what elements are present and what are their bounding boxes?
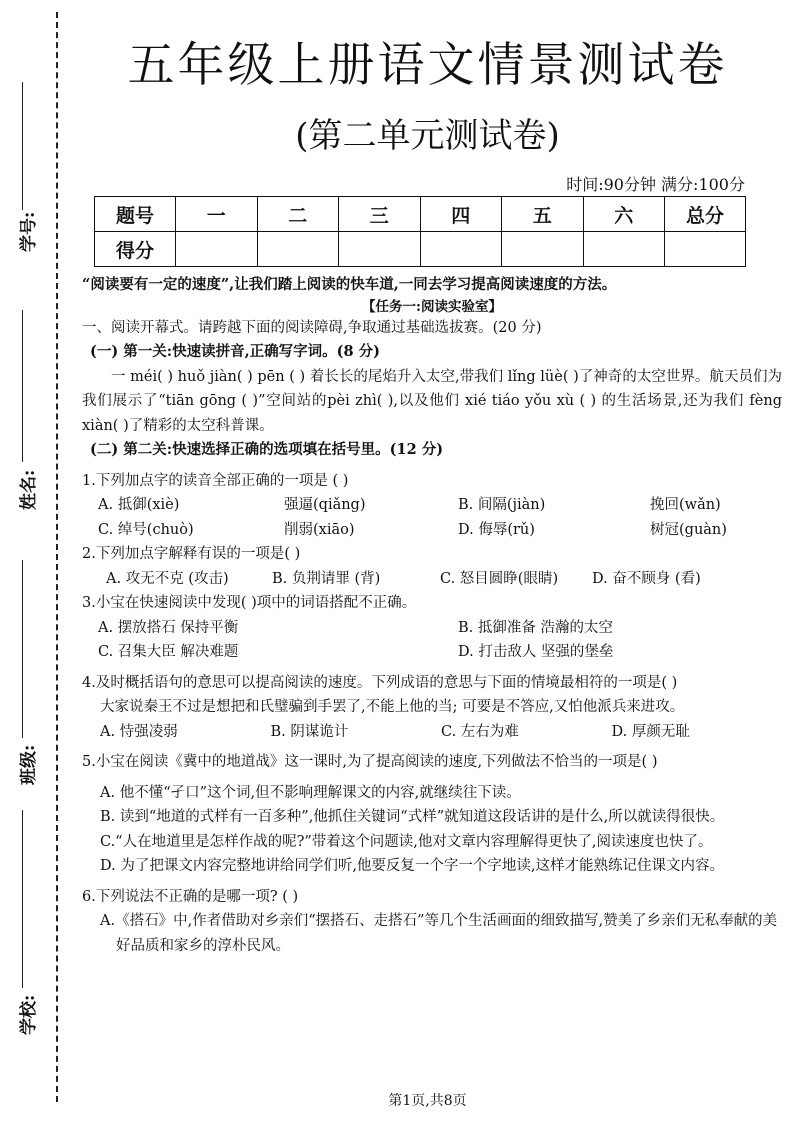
option[interactable]: D. 打击敌人 坚强的堡垒 bbox=[458, 644, 614, 660]
question-4-stem: 4.及时概括语句的意思可以提高阅读的速度。下列成语的意思与下面的情境最相符的一项是( ) bbox=[82, 674, 678, 691]
option[interactable]: B. 阴谋诡计 bbox=[270, 723, 349, 740]
intro-text: “阅读要有一定的速度”,让我们踏上阅读的快车道,一同去学习提高阅读速度的方法。 bbox=[82, 276, 617, 293]
option[interactable]: 挽回(wǎn) bbox=[650, 497, 721, 513]
score-header-cell: 总分 bbox=[665, 197, 746, 232]
page-subtitle: (第二单元测试卷) bbox=[295, 116, 560, 156]
score-cell[interactable] bbox=[502, 232, 584, 267]
question-1 bbox=[82, 469, 782, 543]
option[interactable]: A. 恃强凌弱 bbox=[100, 723, 178, 740]
score-header-cell: 五 bbox=[502, 197, 584, 232]
question-2-stem: 2.下列加点字解释有误的一项是( ) bbox=[82, 546, 301, 562]
question-3-stem: 3.小宝在快速阅读中发现( )项中的词语搭配不正确。 bbox=[82, 595, 417, 611]
question-2-options bbox=[82, 567, 782, 592]
option[interactable]: C. 召集大臣 解决难题 bbox=[98, 644, 239, 660]
question-1-options-row2 bbox=[82, 518, 782, 543]
school-line[interactable] bbox=[22, 810, 23, 988]
page-title: 五年级上册语文情景测试卷 bbox=[127, 38, 728, 93]
score-row-label: 得分 bbox=[95, 232, 176, 267]
exam-content bbox=[82, 273, 782, 958]
option[interactable]: D. 奋不顾身 (看) bbox=[592, 570, 701, 587]
option[interactable]: B. 负荆请罪 (背) bbox=[272, 570, 381, 587]
question-3 bbox=[82, 591, 782, 665]
student-id-line[interactable] bbox=[22, 82, 23, 210]
question-4-options bbox=[82, 720, 782, 745]
score-cell[interactable] bbox=[583, 232, 665, 267]
option[interactable]: D. 为了把课文内容完整地讲给同学们听,他要反复一个字一个字地读,这样才能熟练记住课文内容。 bbox=[100, 858, 725, 874]
option[interactable]: D. 厚颜无耻 bbox=[611, 723, 690, 740]
option[interactable]: 强逼(qiǎng) bbox=[284, 497, 366, 513]
binding-gutter bbox=[0, 0, 62, 1122]
class-label: 班级: bbox=[19, 744, 39, 785]
score-header-cell: 三 bbox=[339, 197, 421, 232]
part1-pinyin-passage: 一 méi( ) huǒ jiàn( ) pēn ( ) 着长长的尾焰升入太空,带我们 lǐng lüè( )了神奇的太空世界。航天员们为我们展示了“tiān gōng ( )”空间站的pèi zhì( ),以及他们 xié tiáo yǒu xù ( ) 的生活场景,还为我们 fèng xiàn( )了精彩的太空科普课。 bbox=[82, 368, 782, 434]
page-footer: 第1页,共8页 bbox=[388, 1093, 467, 1109]
option[interactable]: A. 抵御(xiè) bbox=[98, 497, 180, 513]
name-line[interactable] bbox=[22, 310, 23, 462]
option[interactable]: D. 侮辱(rǔ) bbox=[458, 521, 535, 538]
score-table bbox=[94, 196, 746, 267]
question-4-context: 大家说秦王不过是想把和氏璧骗到手罢了,不能上他的当; 可要是不答应,又怕他派兵来进攻。 bbox=[100, 699, 685, 715]
option[interactable]: 削弱(xiāo) bbox=[284, 521, 355, 538]
question-4 bbox=[82, 671, 782, 745]
option[interactable]: C. 绰号(chuò) bbox=[98, 521, 194, 538]
option[interactable]: C. 怒目圆睁(眼睛) bbox=[440, 570, 559, 587]
option[interactable]: C. 左右为难 bbox=[441, 723, 519, 740]
question-6 bbox=[82, 885, 782, 959]
option[interactable]: B. 间隔(jiàn) bbox=[458, 497, 546, 513]
option[interactable]: A. 摆放搭石 保持平衡 bbox=[98, 619, 239, 636]
question-1-options-row1 bbox=[82, 493, 782, 518]
question-1-stem: 1.下列加点字的读音全部正确的一项是 ( ) bbox=[82, 472, 349, 489]
score-header-cell: 二 bbox=[257, 197, 339, 232]
score-header-cell: 四 bbox=[420, 197, 502, 232]
score-cell[interactable] bbox=[665, 232, 746, 267]
time-info: 时间:90分钟 满分:100分 bbox=[566, 175, 745, 194]
question-3-options-row1 bbox=[82, 616, 782, 641]
score-cell[interactable] bbox=[420, 232, 502, 267]
question-5 bbox=[82, 750, 782, 879]
part2-heading: (二) 第二关:快速选择正确的选项填在括号里。(12 分) bbox=[90, 441, 444, 458]
part1-heading: (一) 第一关:快速读拼音,正确写字词。(8 分) bbox=[90, 343, 381, 360]
score-header-cell: 题号 bbox=[95, 197, 176, 232]
school-label: 学校: bbox=[19, 994, 39, 1035]
option[interactable]: A.《搭石》中,作者借助对乡亲们“摆搭石、走搭石”等几个生活画面的细致描写,赞美了乡亲们无私奉献的美好品质和家乡的淳朴民风。 bbox=[100, 913, 778, 954]
option[interactable]: A. 他不懂“孑口”这个词,但不影响理解课文的内容,就继续往下读。 bbox=[100, 784, 521, 801]
score-cell[interactable] bbox=[176, 232, 258, 267]
option[interactable]: 树冠(guàn) bbox=[650, 521, 727, 538]
section1-heading: 一、阅读开幕式。请跨越下面的阅读障碍,争取通过基础选拔赛。(20 分) bbox=[82, 319, 542, 336]
score-table-header-row bbox=[95, 197, 746, 232]
option[interactable]: A. 攻无不克 (攻击) bbox=[106, 570, 229, 587]
score-header-cell: 一 bbox=[176, 197, 258, 232]
name-label: 姓名: bbox=[19, 469, 39, 510]
score-header-cell: 六 bbox=[583, 197, 665, 232]
class-line[interactable] bbox=[22, 560, 23, 738]
cut-line bbox=[56, 12, 58, 1102]
score-cell[interactable] bbox=[339, 232, 421, 267]
student-id-label: 学号: bbox=[19, 211, 39, 252]
option[interactable]: C.“人在地道里是怎样作战的呢?”带着这个问题读,他对文章内容理解得更快了,阅读速度也快了。 bbox=[100, 833, 713, 850]
question-6-stem: 6.下列说法不正确的是哪一项? ( ) bbox=[82, 888, 299, 905]
option[interactable]: B. 抵御准备 浩瀚的太空 bbox=[458, 619, 613, 636]
question-5-stem: 5.小宝在阅读《冀中的地道战》这一课时,为了提高阅读的速度,下列做法不恰当的一项是( ) bbox=[82, 754, 658, 770]
task1-title: 【任务一:阅读实验室】 bbox=[362, 298, 502, 315]
score-table-score-row bbox=[95, 232, 746, 267]
option[interactable]: B. 读到“地道的式样有一百多种”,他抓住关键词“式样”就知道这段话讲的是什么,所以就读得很快。 bbox=[100, 809, 725, 825]
score-cell[interactable] bbox=[257, 232, 339, 267]
question-3-options-row2 bbox=[82, 640, 782, 665]
question-2 bbox=[82, 542, 782, 591]
